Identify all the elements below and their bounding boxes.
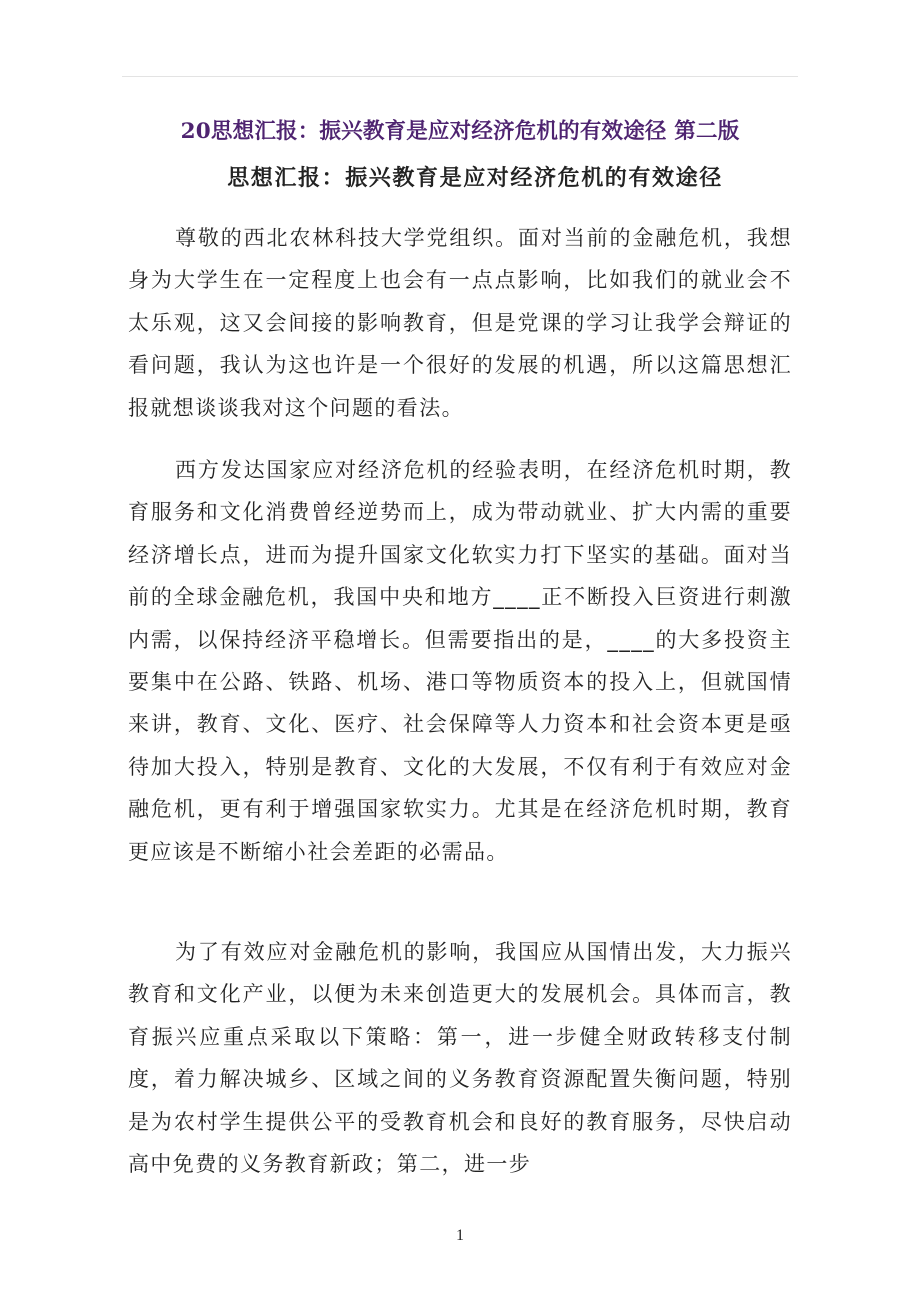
body-paragraph: 为了有效应对金融危机的影响，我国应从国情出发，大力振兴教育和文化产业，以便为未来创造更大的发展机会。具体而言，教育振兴应重点采取以下策略：第一，进一步健全财政转移支付制度，着力解决城乡、区域之间的义务教育资源配置失衡问题，特别是为农村学生提供公平的受教育机会和良好的教育服务，尽快启动高中免费的义务教育新政；第二，进一步 — [128, 940, 792, 1177]
header-divider — [122, 76, 798, 77]
body-paragraph: 西方发达国家应对经济危机的经验表明，在经济危机时期，教育服务和文化消费曾经逆势而上，成为带动就业、扩大内需的重要经济增长点，进而为提升国家文化软实力打下坚实的基础。面对当前的全球金融危机，我国中央和地方____正不断投入巨资进行刺激内需，以保持经济平稳增长。但需要指出的是，____的大多投资主要集中在公路、铁路、机场、港口等物质资本的投入上，但就国情来讲，教育、文化、医疗、社会保障等人力资本和社会资本更是亟待加大投入，特别是教育、文化的大发展，不仅有利于有效应对金融危机，更有利于增强国家软实力。尤其是在经济危机时期，教育更应该是不断缩小社会差距的必需品。 — [128, 458, 792, 864]
document-subtitle: 思想汇报：振兴教育是应对经济危机的有效途径 — [227, 166, 723, 191]
page-number: 1 — [456, 1227, 464, 1244]
document-title: 20思想汇报：振兴教育是应对经济危机的有效途径 第二版 — [180, 119, 740, 144]
body-paragraph: 尊敬的西北农林科技大学党组织。面对当前的金融危机，我想身为大学生在一定程度上也会有一点点影响，比如我们的就业会不太乐观，这又会间接的影响教育，但是党课的学习让我学会辩证的看问题，我认为这也许是一个很好的发展的机遇，所以这篇思想汇报就想谈谈我对这个问题的看法。 — [128, 226, 792, 420]
